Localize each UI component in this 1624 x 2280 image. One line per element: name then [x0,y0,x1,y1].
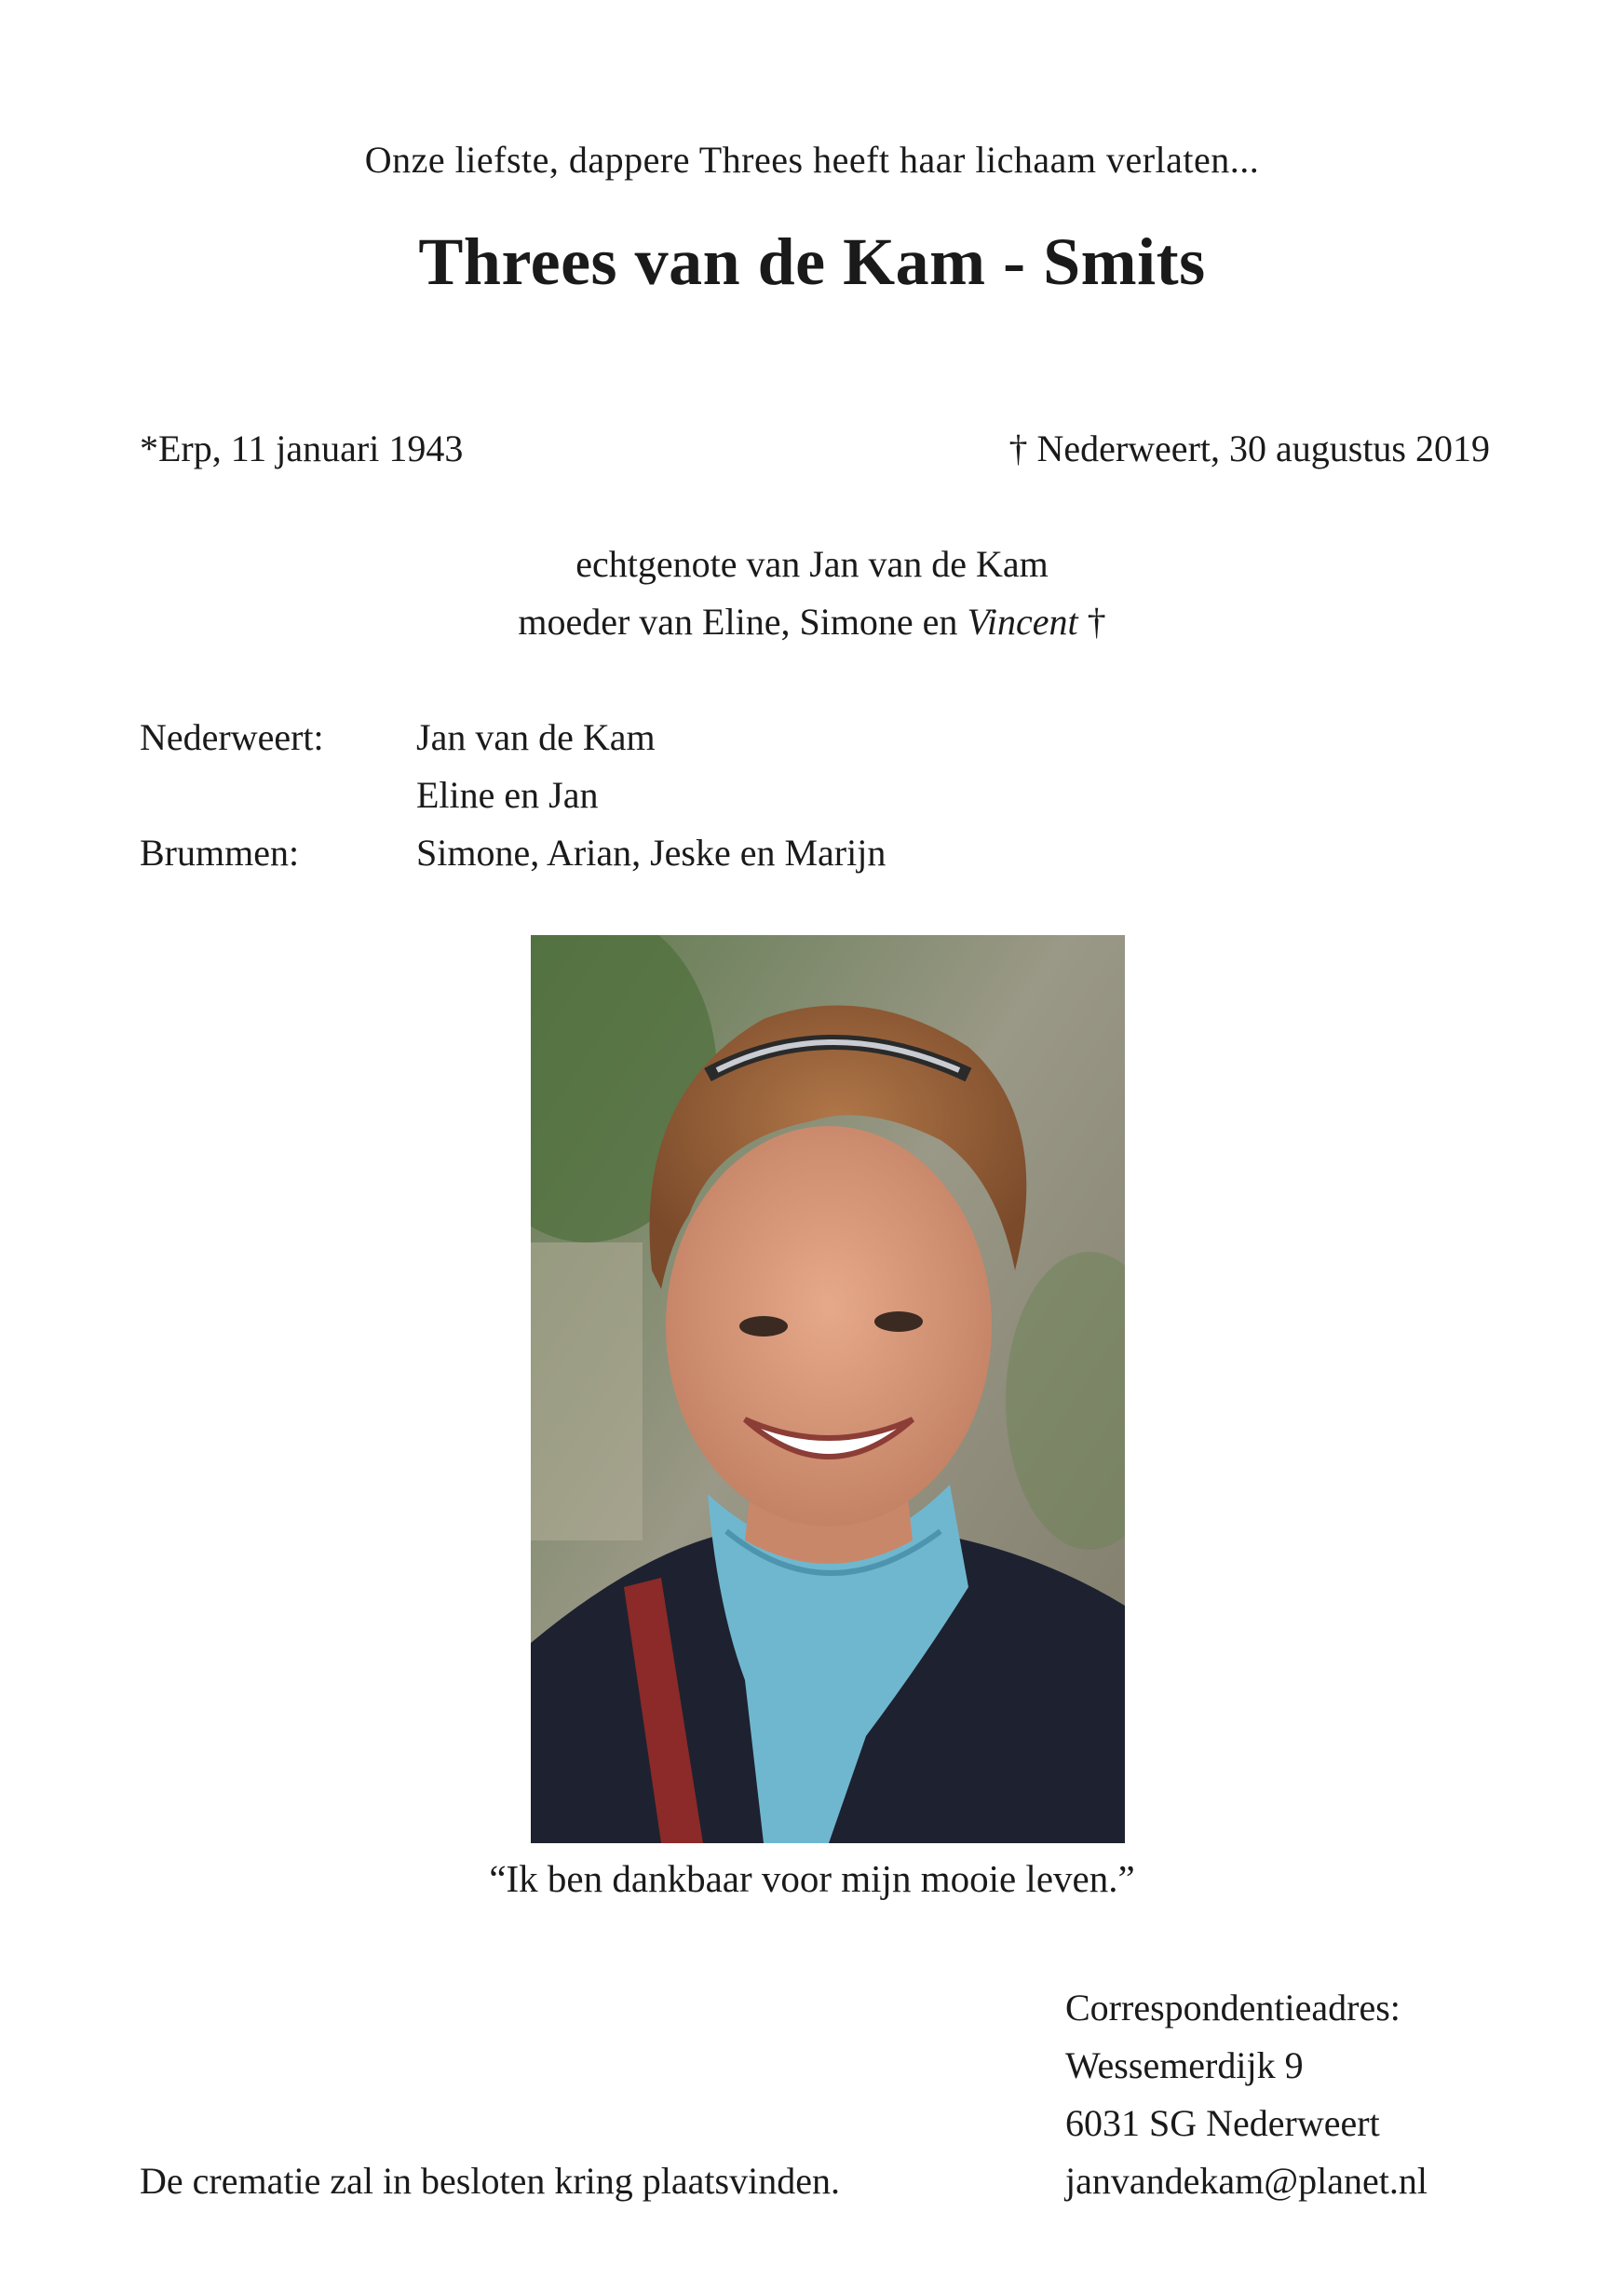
death-line: † Nederweert, 30 augustus 2019 [1008,428,1490,469]
portrait-photo [531,935,1125,1843]
intro-text: Onze liefste, dappere Threes heeft haar lichaam verlaten... [364,139,1260,181]
correspondence-email: janvandekam@planet.nl [1065,2160,1428,2202]
mother-line-suffix: † [1077,601,1106,643]
deceased-name: Threes van de Kam - Smits [418,224,1206,299]
correspondence-postal-city: 6031 SG Nederweert [1065,2102,1380,2144]
family-names-1: Jan van de Kam [416,716,656,758]
family-names-2: Eline en Jan [416,774,599,816]
birth-line: *Erp, 11 januari 1943 [140,428,464,469]
deceased-child-name: Vincent [967,601,1078,643]
family-place-1: Nederweert: [140,716,324,758]
family-names-3: Simone, Arian, Jeske en Marijn [416,832,886,874]
correspondence-street: Wessemerdijk 9 [1065,2044,1304,2086]
mother-line-prefix: moeder van Eline, Simone en [518,601,968,643]
correspondence-label: Correspondentieadres: [1065,1987,1401,2029]
spouse-line: echtgenote van Jan van de Kam [575,543,1049,585]
quote: “Ik ben dankbaar voor mijn mooie leven.” [489,1857,1135,1900]
mother-line [0,600,1624,644]
cremation-notice: De crematie zal in besloten kring plaatsvinden. [140,2160,840,2202]
family-place-3: Brummen: [140,832,300,874]
